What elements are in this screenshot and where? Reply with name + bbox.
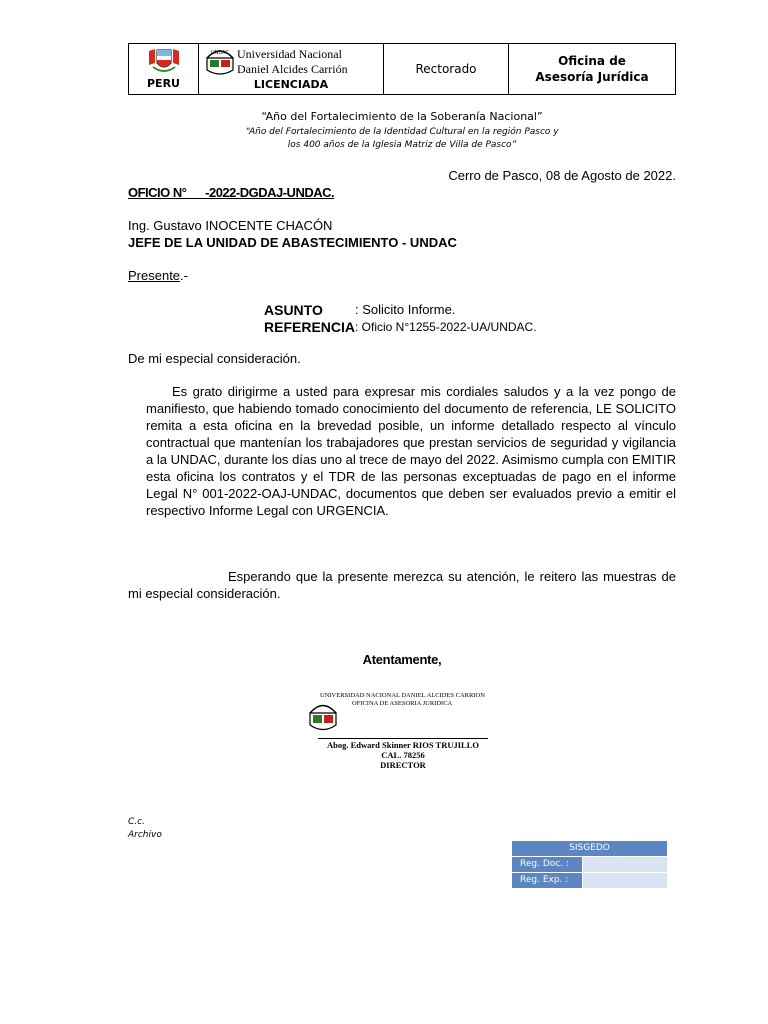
sisgedo-exp-row	[512, 873, 667, 888]
office-cell	[509, 44, 675, 94]
department-cell	[384, 44, 509, 94]
sisgedo-doc-row	[512, 857, 667, 872]
body-text: Es grato dirigirme a usted para expresar mis cordiales saludos y a la vez pongo de manifiesto, que habiendo tomado conocimiento del documento de referencia, LE SOLICITO remita a esta oficina en la brevedad posible, un informe detallado respecto al vínculo contractual que mantenían los trabajadores que prestan servicios de seguridad y vigilancia a la UNDAC, durante los días uno al trece de mayo del 2022. Asimismo cumpla con EMITIR esta oficina los contratos y el TDR de las personas exceptuadas de pago en el informe Legal N° 001-2022-OAJ-UNDAC, documentos que deben ser evaluados previo a emitir el respectivo Informe Legal con URGENCIA.	[146, 384, 676, 518]
stamp-university: UNIVERSIDAD NACIONAL DANIEL ALCIDES CARRION	[320, 692, 485, 699]
presente-word: Presente	[128, 268, 181, 283]
sign-off: Atentamente,	[362, 652, 442, 667]
university-name-line2: Daniel Alcides Carrión	[237, 62, 348, 76]
signatory-cal: CAL. 78256	[381, 750, 425, 760]
sisgedo-box	[512, 841, 667, 888]
body-paragraph	[146, 383, 676, 519]
copies-block	[128, 816, 162, 842]
signature-line	[318, 738, 488, 739]
reg-doc-label: Reg. Doc. :	[512, 857, 582, 872]
referencia-label: REFERENCIA	[264, 319, 356, 335]
reg-exp-value	[583, 873, 667, 888]
referencia-value: : Oficio N°1255-2022-UA/UNDAC.	[355, 320, 537, 334]
letterhead-table	[128, 43, 676, 95]
signatory-block	[318, 740, 488, 770]
peru-coat-of-arms-icon	[147, 47, 181, 77]
oficio-number: OFICIO N° -2022-DGDAJ-UNDAC.	[128, 185, 335, 200]
recipient-title: JEFE DE LA UNIDAD DE ABASTECIMIENTO - UNDAC	[128, 235, 457, 250]
university-cell	[199, 44, 384, 94]
closing-paragraph	[128, 568, 676, 602]
reg-doc-value	[583, 857, 667, 872]
sisgedo-title: SISGEDO	[512, 841, 667, 856]
year-motto: “Año del Fortalecimiento de la Soberanía Nacional”	[261, 110, 543, 123]
cc-label: C.c.	[128, 817, 145, 827]
regional-motto-line2: los 400 años de la Iglesia Matriz de Villa de Pasco”	[287, 140, 517, 150]
logo-text: UNDAC	[211, 50, 229, 56]
presente-suffix: .-	[180, 268, 188, 283]
closing-text: Esperando que la presente merezca su atención, le reitero las muestras de mi especial consideración.	[128, 569, 676, 601]
letter-date: Cerro de Pasco, 08 de Agosto de 2022.	[448, 168, 676, 183]
regional-motto-line1: “Año del Fortalecimiento de la Identidad Cultural en la región Pasco y	[245, 127, 559, 137]
regional-motto	[128, 126, 676, 152]
undac-logo-icon	[203, 46, 237, 78]
university-name-line1: Universidad Nacional	[237, 47, 342, 61]
asunto-label: ASUNTO	[264, 302, 323, 318]
department-label: Rectorado	[415, 62, 477, 76]
archive-label: Archivo	[128, 830, 162, 840]
presente-line	[128, 268, 188, 283]
asunto-value: : Solicito Informe.	[355, 302, 456, 317]
recipient-name: Ing. Gustavo INOCENTE CHACÓN	[128, 218, 333, 233]
signatory-name: Abog. Edward Skinner RIOS TRUJILLO	[326, 740, 480, 750]
signatory-role: DIRECTOR	[380, 760, 426, 770]
office-label: Oficina de Asesoría Jurídica	[535, 54, 649, 84]
reg-exp-label: Reg. Exp. :	[512, 873, 582, 888]
licensed-label: LICENCIADA	[253, 78, 329, 91]
greeting: De mi especial consideración.	[128, 351, 301, 366]
stamp-office: OFICINA DE ASESORIA JURIDICA	[352, 700, 453, 707]
peru-cell	[129, 44, 199, 94]
stamp-logo-icon	[305, 700, 341, 734]
country-label: PERU	[147, 77, 180, 90]
